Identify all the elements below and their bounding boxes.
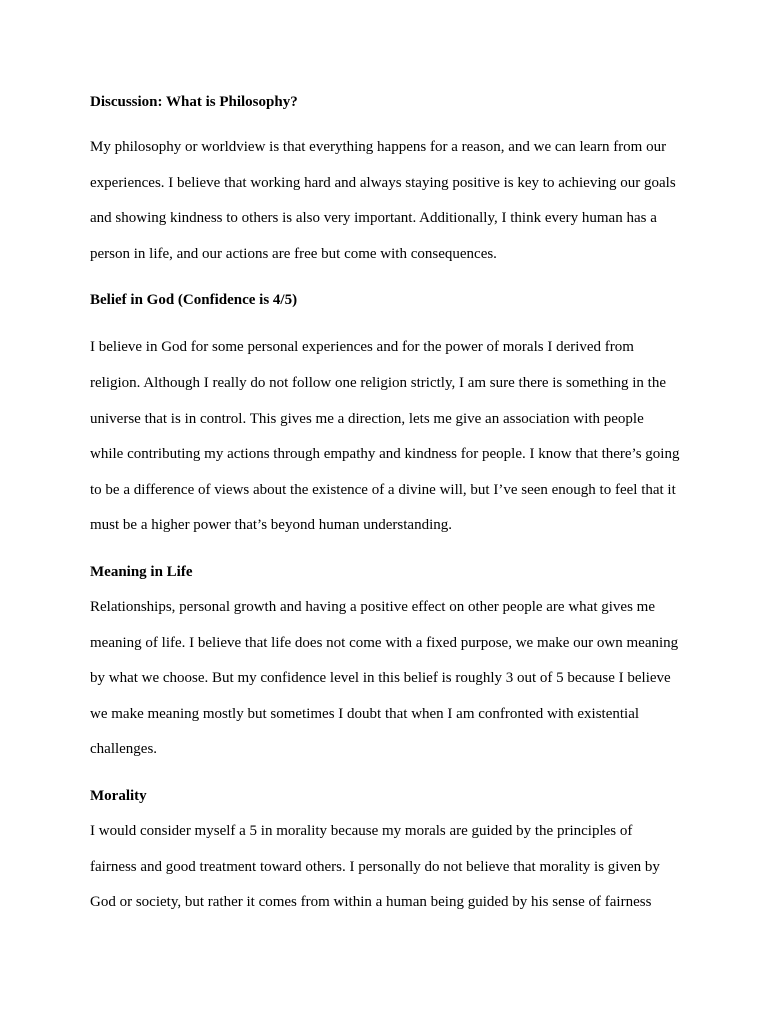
section-heading-morality: Morality bbox=[90, 787, 147, 804]
section-heading-meaning-in-life: Meaning in Life bbox=[90, 563, 193, 580]
section-paragraph-morality: I would consider myself a 5 in morality because my morals are guided by the principles of fairness and good treatment toward others. I personally do not believe that morality is given by God or society, but rather it comes from within a human being guided by his sense of fairness bbox=[90, 822, 660, 911]
section-paragraph-meaning-in-life: Relationships, personal growth and having a positive effect on other people are what gives me meaning of life. I believe that life does not come with a fixed purpose, we make our own meaning by what we choose. But my confidence level in this belief is roughly 3 out of 5 because I believe we make meaning mostly but sometimes I doubt that when I am confronted with existential challenges. bbox=[90, 598, 679, 758]
section-heading-belief-in-god: Belief in God (Confidence is 4/5) bbox=[90, 292, 298, 309]
section-paragraph-belief-in-god: I believe in God for some personal experiences and for the power of morals I derived from religion. Although I really do not follow one religion strictly, I am sure there is something in the universe that is in control. This gives me a direction, lets me give an association with people while contributing my actions through empathy and kindness for people. I know that there’s going to be a difference of views about the existence of a divine will, but I’ve seen enough to feel that it must be a higher power that’s beyond human understanding. bbox=[90, 339, 680, 534]
section-paragraph-discussion: My philosophy or worldview is that everything happens for a reason, and we can learn from our experiences. I believe that working hard and always staying positive is key to achieving our goals and showing kindness to others is also very important. Additionally, I think every human has a person in life, and our actions are free but come with consequences. bbox=[90, 139, 676, 262]
section-heading-discussion: Discussion: What is Philosophy? bbox=[90, 94, 298, 110]
document-body bbox=[90, 84, 680, 921]
